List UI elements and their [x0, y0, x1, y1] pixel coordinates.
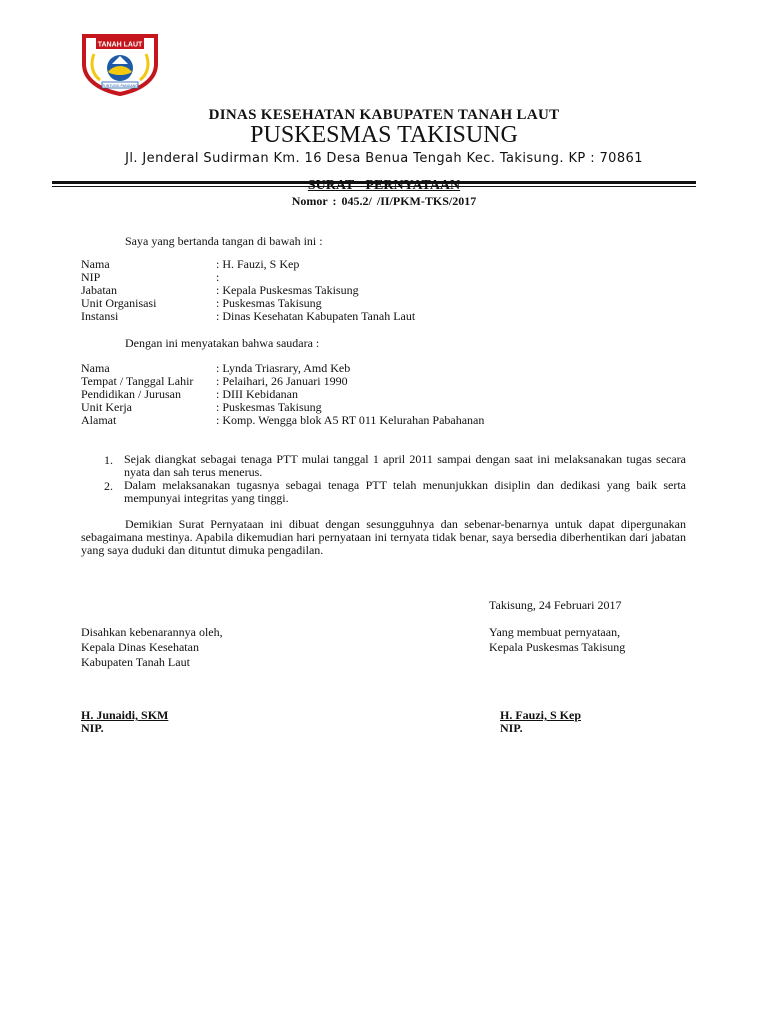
- right-signer-nip: NIP.: [500, 721, 523, 735]
- place-date: Takisung, 24 Februari 2017: [489, 598, 622, 612]
- institution-address: Jl. Jenderal Sudirman Km. 16 Desa Benua Tengah Kec. Takisung. KP : 70861: [125, 151, 643, 166]
- point-text: Dalam melaksanakan tugasnya sebagai tenaga PTT telah menunjukkan disiplin dan dedikasi yang baik serta mempunyai integritas yang tinggi.: [124, 478, 686, 505]
- right-signer-name: H. Fauzi, S Kep: [500, 708, 582, 722]
- subject-label: Alamat: [81, 413, 117, 427]
- signer-label: NIP: [81, 270, 101, 284]
- institution-name: PUSKESMAS TAKISUNG: [250, 122, 518, 148]
- subject-value: : Komp. Wengga blok A5 RT 011 Kelurahan Pabahanan: [216, 413, 485, 427]
- subject-label: Nama: [81, 361, 110, 375]
- left-sign-line: Disahkan kebenarannya oleh,: [81, 625, 223, 639]
- subject-label: Unit Kerja: [81, 400, 132, 414]
- declaration-text: Dengan ini menyatakan bahwa saudara :: [125, 336, 320, 350]
- left-sign-line: Kepala Dinas Kesehatan: [81, 640, 199, 654]
- signer-value: : Dinas Kesehatan Kabupaten Tanah Laut: [216, 309, 416, 323]
- point-text: Sejak diangkat sebagai tenaga PTT mulai tanggal 1 april 2011 sampai dengan saat ini melaksanakan tugas secara nyata dan sah terus menerus.: [124, 452, 686, 479]
- point-number: 1.: [104, 453, 113, 467]
- svg-text:TUNTUNG PANDANG: TUNTUNG PANDANG: [101, 83, 139, 88]
- tanah-laut-logo: [80, 34, 160, 96]
- signer-value: :: [216, 270, 220, 284]
- intro-text: Saya yang bertanda tangan di bawah ini :: [125, 234, 323, 248]
- point-number: 2.: [104, 479, 113, 493]
- closing-paragraph: Demikian Surat Pernyataan ini dibuat dengan sesungguhnya dan sebenar-benarnya untuk dapat dipergunakan sebagaimana mestinya. Apabila dikemudian hari pernyataan ini ternyata tidak benar, saya bersedia diberhentikan dari jabatan yang saya duduki dan dituntut dimuka pengadilan.: [81, 517, 686, 557]
- subject-value: : DIII Kebidanan: [216, 387, 298, 401]
- agency-name: DINAS KESEHATAN KABUPATEN TANAH LAUT: [208, 107, 560, 123]
- signer-label: Nama: [81, 257, 110, 271]
- right-sign-line: Kepala Puskesmas Takisung: [489, 640, 626, 654]
- signer-label: Instansi: [81, 309, 119, 323]
- letter-title: SURAT PERNYATAAN: [307, 178, 461, 193]
- letter-number: Nomor : 045.2/ /II/PKM-TKS/2017: [291, 194, 477, 208]
- left-signer-nip: NIP.: [81, 721, 104, 735]
- signer-label: Unit Organisasi: [81, 296, 157, 310]
- left-sign-line: Kabupaten Tanah Laut: [81, 655, 190, 669]
- right-sign-line: Yang membuat pernyataan,: [489, 625, 621, 639]
- subject-value: : Puskesmas Takisung: [216, 400, 322, 414]
- signer-value: : H. Fauzi, S Kep: [216, 257, 300, 271]
- svg-text:TANAH LAUT: TANAH LAUT: [97, 41, 143, 49]
- subject-label: Pendidikan / Jurusan: [81, 387, 181, 401]
- subject-value: : Lynda Triasrary, Amd Keb: [216, 361, 351, 375]
- signer-value: : Puskesmas Takisung: [216, 296, 322, 310]
- left-signer-name: H. Junaidi, SKM: [81, 708, 169, 722]
- signer-label: Jabatan: [81, 283, 117, 297]
- signer-value: : Kepala Puskesmas Takisung: [216, 283, 359, 297]
- subject-label: Tempat / Tanggal Lahir: [81, 374, 194, 388]
- subject-value: : Pelaihari, 26 Januari 1990: [216, 374, 348, 388]
